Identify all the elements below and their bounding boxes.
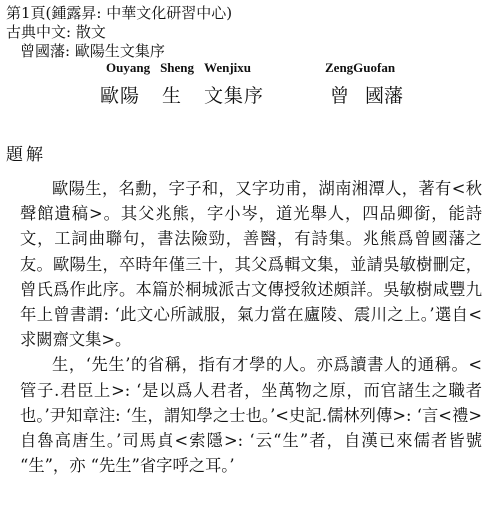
title-hanzi-word: 歐陽 [100,85,141,107]
author-pinyin-word: Guofan [353,60,396,75]
author-pinyin [325,60,395,76]
title-hanzi [100,81,264,108]
title-hanzi-word: 文集序 [204,85,265,107]
title-pinyin-word: Sheng [160,60,195,75]
author-hanzi [330,81,403,108]
paragraph: 生，‘先生’的省稱，指有才學的人。亦爲讀書人的通稱。<管子.君臣上>: ‘是以爲人君者，坐萬物之原，而官諸生之職者也。’尹知章注: ‘生，謂知學之士也。’<史記.儒林列傳>: ‘言<禮>自魯高唐生。’司馬貞<索隱>: ‘云“生”者，自漢已來儒者皆號 “生”，亦 “先生”省字呼之耳。’ [20,355,482,476]
author-hanzi-word: 國藩 [365,85,404,107]
title-pinyin-word: Ouyang [106,60,151,75]
section-title: 題解 [6,145,46,165]
header-source-line: 第1頁(鍾露昇: 中華文化研習中心) [6,4,233,22]
body-text [20,176,482,478]
page-header [6,4,232,61]
header-category-line: 古典中文: 散文 [6,23,106,41]
header-title-line: 曾國藩: 歐陽生文集序 [20,42,165,60]
author-hanzi-word: 曾 [330,85,350,107]
title-pinyin-word: Wenjixu [204,60,252,75]
paragraph: 歐陽生，名勳，字子和，又字功甫，湖南湘潭人，著有<秋聲館遺稿>。其父兆熊，字小岑，道光舉人，四品卿銜，能詩文，工詞曲聯句，書法險勁，善醫，有詩集。兆熊爲曾國藩之友。歐陽生，卒時年僅三十，其父爲輯文集，並請吳敏樹刪定，曾氏爲作此序。本篇於桐城派古文傳授敘述頗詳。吳敏樹咸豐九年上曾書謂: ‘此文心所誠服，氣力當在廬陵、震川之上。’選自<求闕齋文集>。 [20,179,482,350]
title-hanzi-word: 生 [162,85,183,107]
title-pinyin [106,60,251,76]
author-pinyin-word: Zeng [325,60,354,75]
title-block [0,60,500,120]
